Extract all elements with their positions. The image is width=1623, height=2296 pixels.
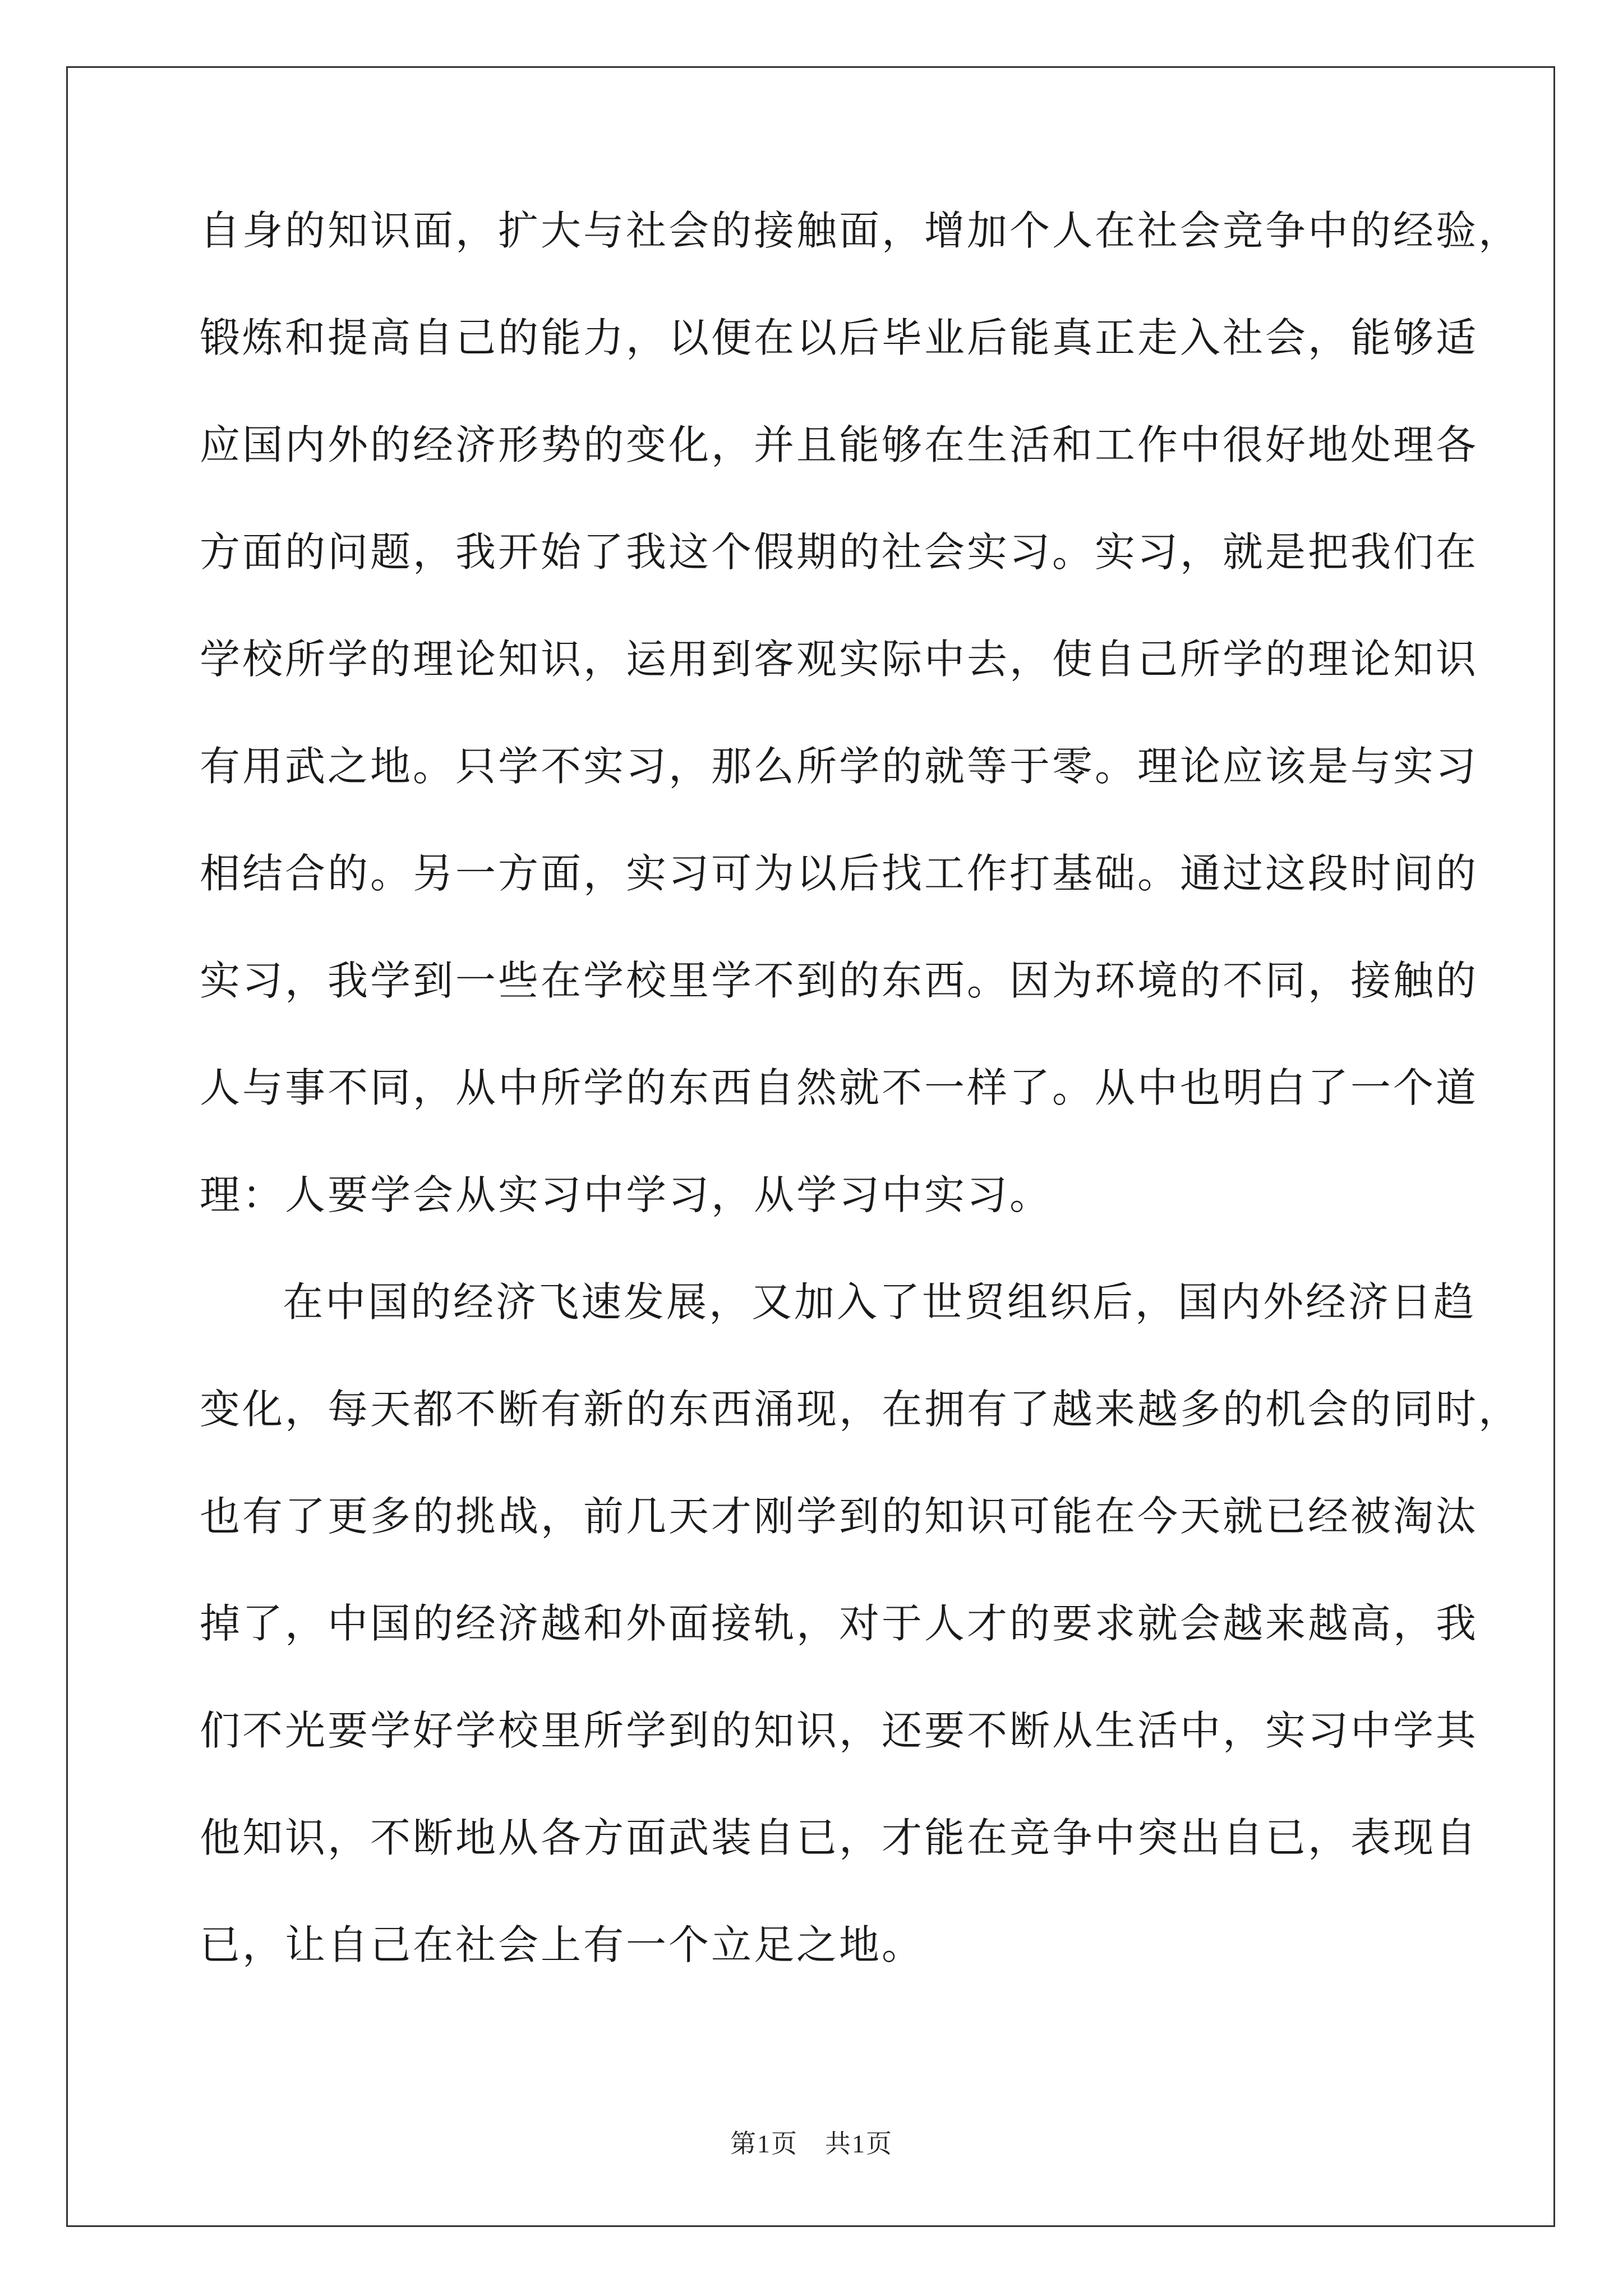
text-line: 他知识，不断地从各方面武装自已，才能在竞争中突出自已，表现自 <box>200 1814 1479 1861</box>
text-line: 方面的问题，我开始了我这个假期的社会实习。实习，就是把我们在 <box>200 528 1479 576</box>
text-line: 学校所学的理论知识，运用到客观实际中去，使自己所学的理论知识 <box>200 636 1479 683</box>
page-number-footer: 第1页 共1页 <box>730 2129 893 2158</box>
text-line: 变化，每天都不断有新的东西涌现，在拥有了越来越多的机会的同时， <box>200 1386 1521 1433</box>
text-line: 有用武之地。只学不实习，那么所学的就等于零。理论应该是与实习 <box>200 743 1479 790</box>
text-line: 已，让自己在社会上有一个立足之地。 <box>200 1921 925 1968</box>
text-line: 应国内外的经济形势的变化，并且能够在生活和工作中很好地处理各 <box>200 421 1479 468</box>
text-line: 自身的知识面，扩大与社会的接触面，增加个人在社会竞争中的经验， <box>200 207 1521 254</box>
document-body <box>200 207 1521 2032</box>
text-line: 也有了更多的挑战，前几天才刚学到的知识可能在今天就已经被淘汰 <box>200 1493 1479 1540</box>
text-line: 实习，我学到一些在学校里学不到的东西。因为环境的不同，接触的 <box>200 957 1479 1004</box>
text-line: 锻炼和提高自己的能力，以便在以后毕业后能真正走入社会，能够适 <box>200 314 1479 361</box>
text-line: 相结合的。另一方面，实习可为以后找工作打基础。通过这段时间的 <box>200 850 1479 897</box>
text-line: 人与事不同，从中所学的东西自然就不一样了。从中也明白了一个道 <box>200 1064 1479 1111</box>
paragraph-2 <box>200 1278 1521 2032</box>
text-line: 掉了，中国的经济越和外面接轨，对于人才的要求就会越来越高，我 <box>200 1600 1479 1647</box>
paragraph-1 <box>200 207 1521 1282</box>
text-line: 们不光要学好学校里所学到的知识，还要不断从生活中，实习中学其 <box>200 1707 1479 1754</box>
text-line: 理：人要学会从实习中学习，从学习中实习。 <box>200 1171 1053 1218</box>
text-line-indented: 在中国的经济飞速发展，又加入了世贸组织后，国内外经济日趋 <box>283 1278 1477 1326</box>
